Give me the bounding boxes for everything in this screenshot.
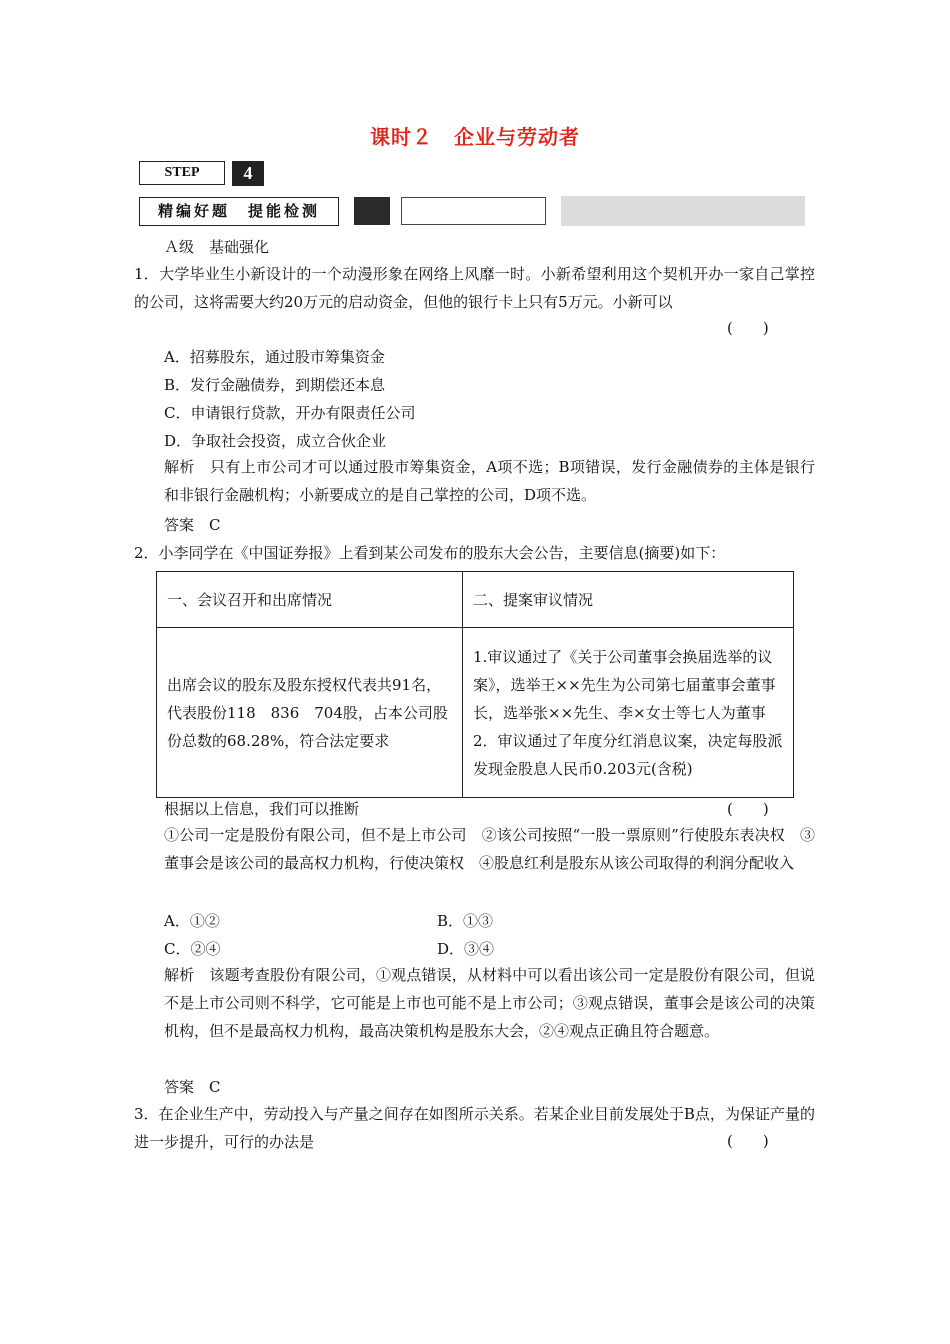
table-cell-attendance: 出席会议的股东及股东授权代表共91名，代表股份118 836 704股，占本公司股份总数的68.28%，符合法定要求 [157,628,463,798]
q1-analysis: 解析 只有上市公司才可以通过股市筹集资金，A项不选；B项错误，发行金融债券的主体是银行和非银行金融机构；小新要成立的是自己掌控的公司，D项不选。 [164,458,815,504]
step-number: 4 [232,161,264,186]
page-title: 课时２ 企业与劳动者 [370,125,580,149]
q2-stem: 2．小李同学在《中国证券报》上看到某公司发布的股东大会公告，主要信息(摘要)如下： [134,544,726,562]
q2-answer: 答案 C [164,1078,221,1096]
q2-analysis: 解析 该题考查股份有限公司，①观点错误，从材料中可以看出该公司一定是股份有限公司，但说不是上市公司则不科学，它可能是上市也可能不是上市公司；③观点错误，董事会是该公司的决策机构，但不是最高权力机构，最高决策机构是股东大会，②④观点正确且符合题意。 [164,966,815,1040]
q2-option-d: D．③④ [437,940,495,958]
level-heading: Ａ级 基础强化 [164,238,270,256]
step-label: STEP [139,161,225,185]
band-black-block [354,197,390,225]
q1-stem: 1．大学毕业生小新设计的一个动漫形象在网络上风靡一时。小新希望利用这个契机开办一家自己掌控的公司，这将需要大约20万元的启动资金，但他的银行卡上只有5万元。小新可以 [134,265,815,311]
q1-answer: 答案 C [164,516,221,534]
q1-option-a: A．招募股东，通过股市筹集资金 [164,348,385,366]
proposal-2: 2．审议通过了年度分红消息议案，决定每股派发现金股息人民币0.203元(含税) [473,731,783,778]
q3-stem: 3．在企业生产中，劳动投入与产量之间存在如图所示关系。若某企业目前发展处于B点，为保证产量的进一步提升，可行的办法是 [134,1105,815,1151]
q2-option-a: A．①② [164,912,220,930]
band-gray-bar [561,196,805,226]
q2-option-b: B．①③ [437,912,494,930]
q3-answer-paren: ( ) [727,1132,769,1150]
q1-option-c: C．申请银行贷款，开办有限责任公司 [164,404,416,422]
proposal-1: 1.审议通过了《关于公司董事会换届选举的议案》，选举王××先生为公司第七届董事会董事长，选举张××先生、李×女士等七人为董事 [473,647,776,722]
table-header-proposals: 二、提案审议情况 [463,572,794,628]
table-cell-proposals [463,628,794,798]
q2-statements: ①公司一定是股份有限公司，但不是上市公司 ②该公司按照“一股一票原则”行使股东表决权 ③董事会是该公司的最高权力机构，行使决策权 ④股息红利是股东从该公司取得的利润分配收入 [164,826,815,872]
band-empty-box [401,197,546,225]
q2-option-c: C．②④ [164,940,221,958]
table-header-attendance: 一、会议召开和出席情况 [157,572,463,628]
q1-option-d: D．争取社会投资，成立合伙企业 [164,432,387,450]
section-band: 精编好题 提能检测 [139,197,339,226]
q2-prompt: 根据以上信息，我们可以推断 [164,800,360,818]
q1-answer-paren: ( ) [727,319,769,337]
q1-option-b: B．发行金融债券，到期偿还本息 [164,376,386,394]
q2-answer-paren: ( ) [727,800,769,818]
announcement-table [156,571,794,798]
